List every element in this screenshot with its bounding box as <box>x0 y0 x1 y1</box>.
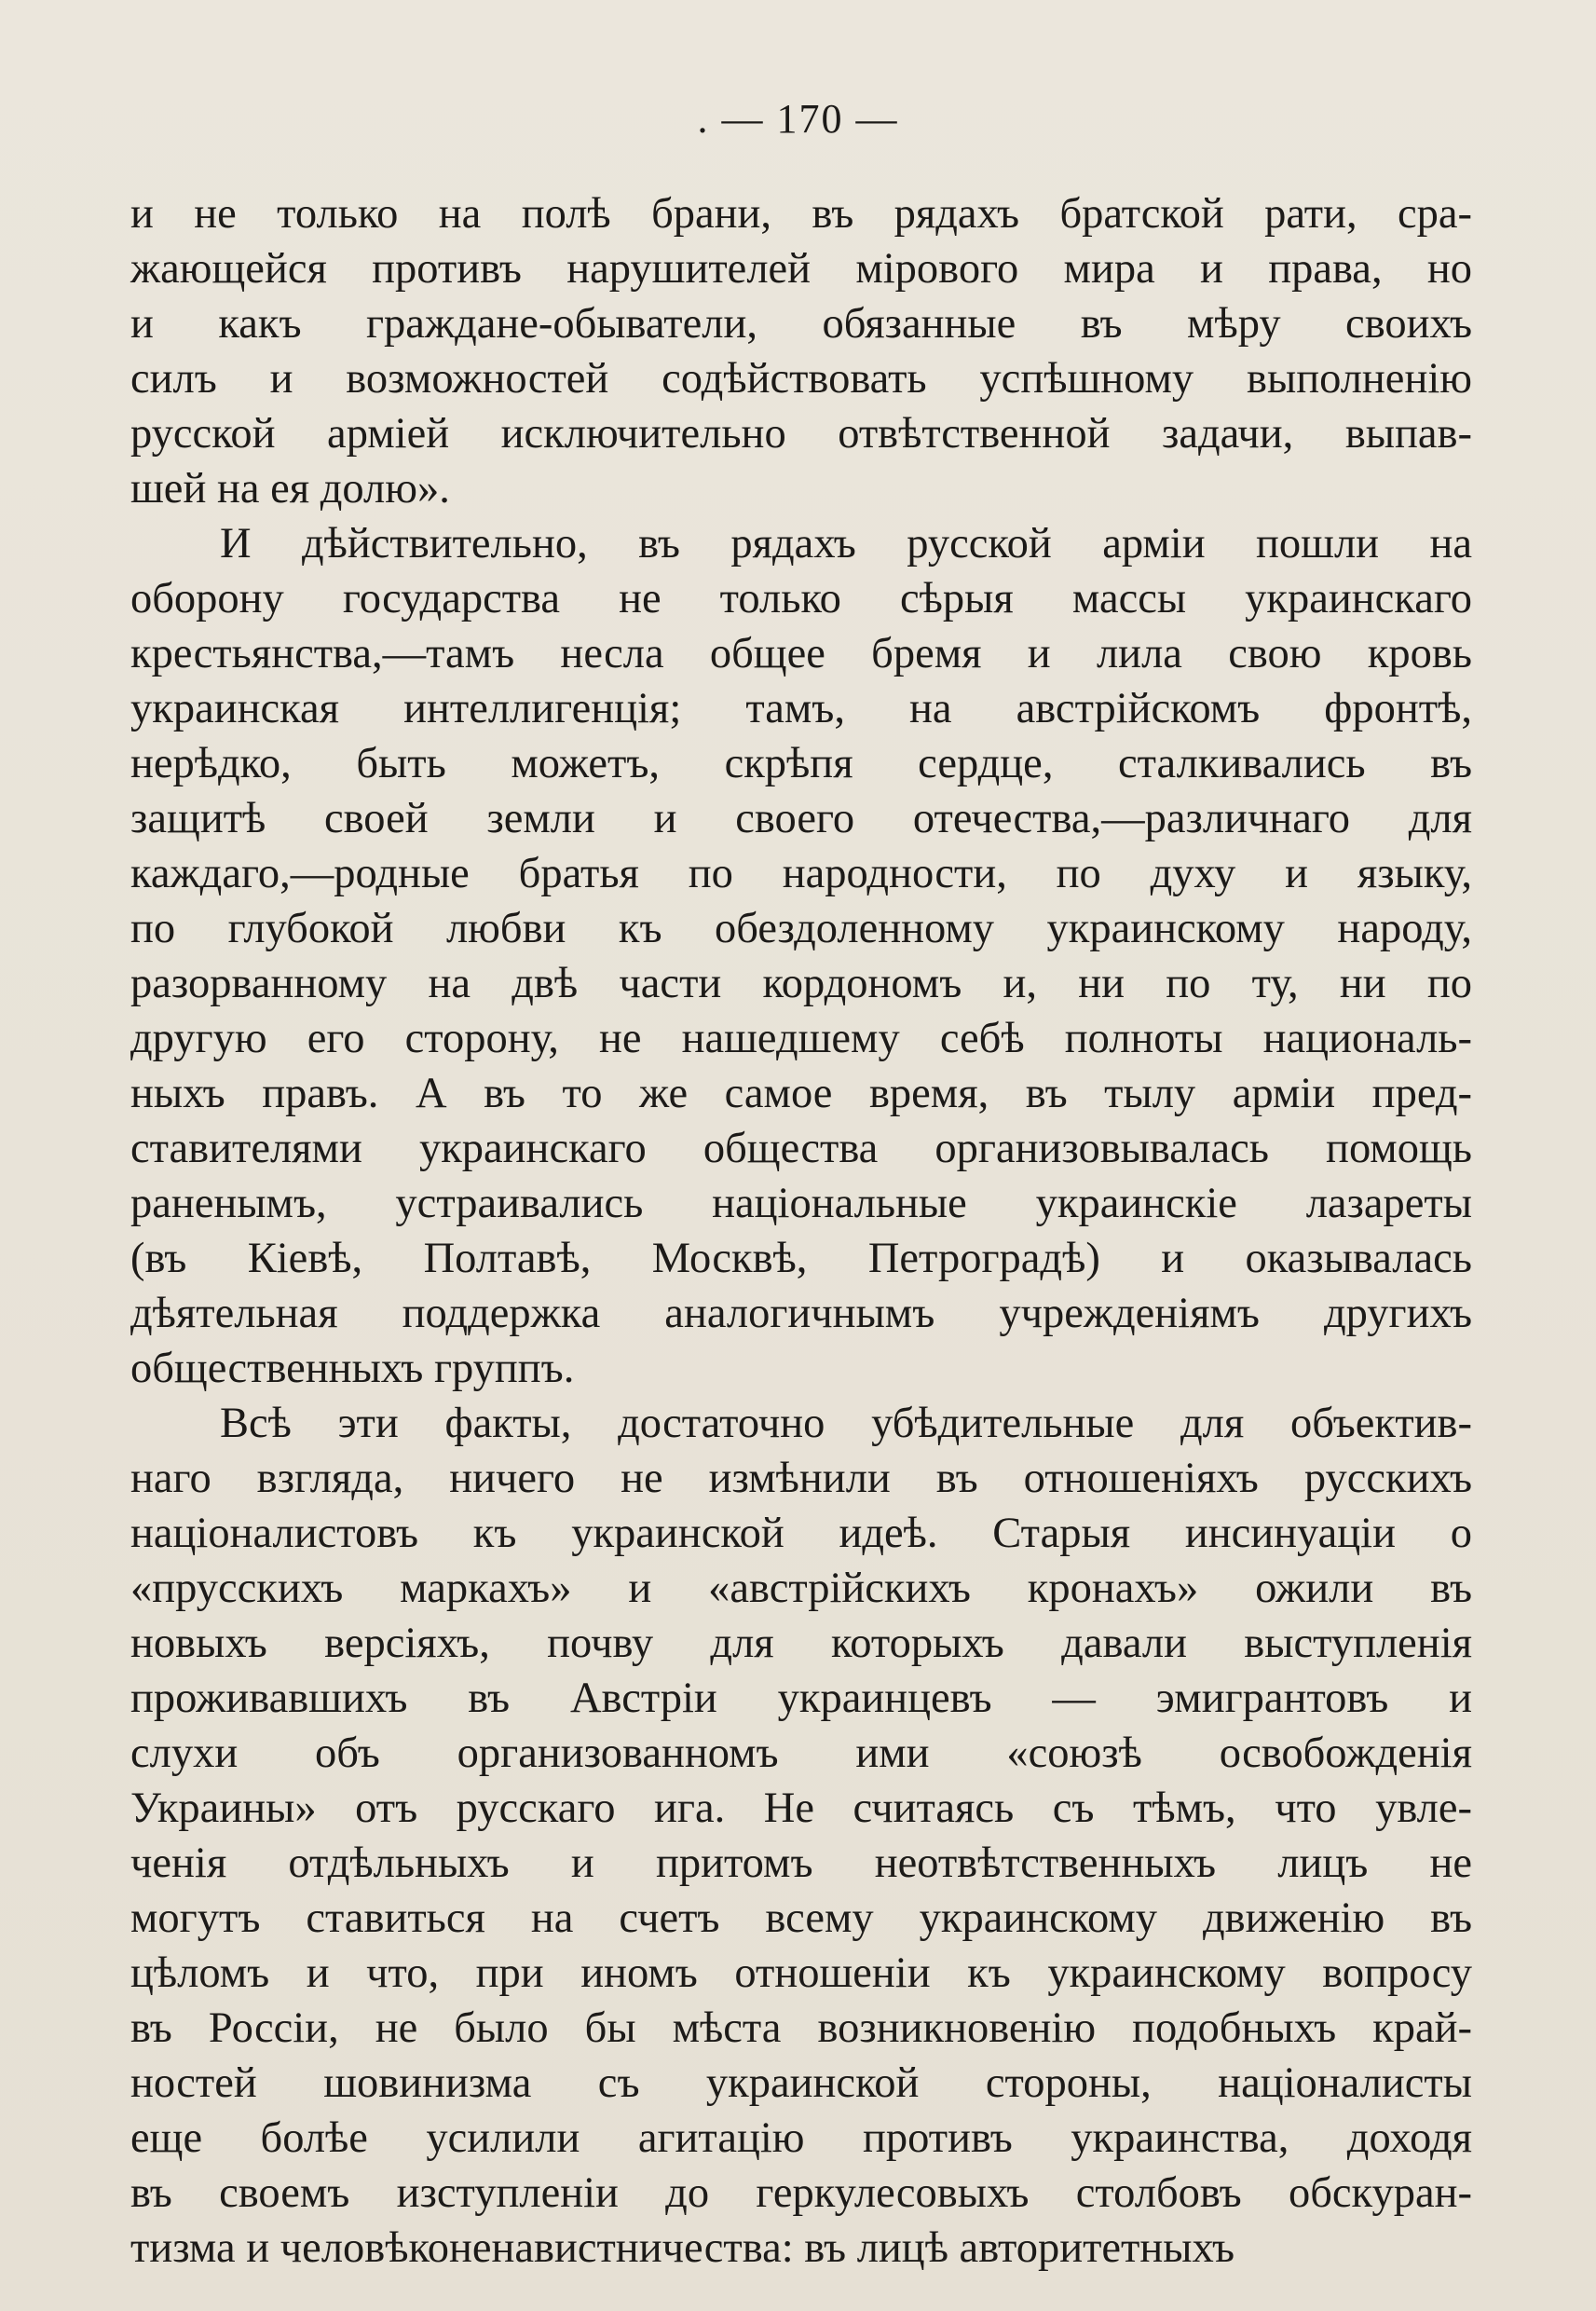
text-line: наго взгляда, ничего не измѣнили въ отношенiяхъ русскихъ <box>130 1455 1472 1502</box>
text-line: цѣломъ и что, при иномъ отношенiи къ украинскому вопросу <box>130 1949 1472 1997</box>
text-line: русской армiей исключительно отвѣтственной задачи, выпав- <box>130 410 1472 458</box>
text-line: защитѣ своей земли и своего отечества,—различнаго для <box>130 795 1472 842</box>
text-line: новыхъ версiяхъ, почву для которыхъ давали выступленiя <box>130 1620 1472 1667</box>
text-line: силъ и возможностей содѣйствовать успѣшному выполненiю <box>130 355 1472 403</box>
text-line: жающейся противъ нарушителей мiрового мира и права, но <box>130 245 1472 293</box>
text-line: слухи объ организованномъ ими «союзѣ освобожденiя <box>130 1730 1472 1777</box>
text-line: дѣятельная поддержка аналогичнымъ учрежденiямъ другихъ <box>130 1290 1472 1337</box>
text-line: шей на ея долю». <box>130 465 450 513</box>
text-line: и не только на полѣ брани, въ рядахъ братской рати, сра- <box>130 190 1472 238</box>
text-line: тизма и человѣконенавистничества: въ лицѣ авторитетныхъ <box>130 2224 1235 2272</box>
text-line: по глубокой любви къ обездоленному украинскому народу, <box>130 905 1472 952</box>
text-line: и какъ граждане-обыватели, обязанные въ мѣру своихъ <box>130 300 1472 348</box>
text-line: ченiя отдѣльныхъ и притомъ неотвѣтственныхъ лицъ не <box>130 1839 1472 1887</box>
text-line: въ своемъ изступленiи до геркулесовыхъ столбовъ обскуран- <box>130 2169 1472 2217</box>
text-line: ностей шовинизма съ украинской стороны, нацiоналисты <box>130 2059 1472 2107</box>
text-line: еще болѣе усилили агитацiю противъ украинства, доходя <box>130 2114 1472 2162</box>
page-number: . — 170 — <box>697 96 899 142</box>
paragraph <box>130 516 1472 1396</box>
paragraph <box>130 1396 1472 2276</box>
text-line: разорванному на двѣ части кордономъ и, ни по ту, ни по <box>130 960 1472 1007</box>
text-line: Украины» отъ русскаго ига. Не считаясь съ тѣмъ, что увле- <box>130 1785 1472 1832</box>
text-line: крестьянства,—тамъ несла общее бремя и лила свою кровь <box>130 630 1472 677</box>
text-line: каждаго,—родные братья по народности, по духу и языку, <box>130 850 1472 897</box>
paragraph <box>130 186 1472 516</box>
text-line: могутъ ставиться на счетъ всему украинскому движенiю въ <box>130 1894 1472 1942</box>
text-line: другую его сторону, не нашедшему себѣ полноты националь- <box>130 1015 1472 1062</box>
text-line: ныхъ правъ. А въ то же самое время, въ тылу армiи пред- <box>130 1070 1472 1117</box>
text-line: оборону государства не только сѣрыя массы украинскаго <box>130 575 1472 622</box>
text-line: въ Россiи, не было бы мѣста возникновенiю подобныхъ край- <box>130 2004 1472 2052</box>
text-line: «прусскихъ маркахъ» и «австрiйскихъ кронахъ» ожили въ <box>130 1565 1472 1612</box>
text-line: нацiоналистовъ къ украинской идеѣ. Старыя инсинуацiи о <box>130 1510 1472 1557</box>
text-line: раненымъ, устраивались нацiональные украинскiе лазареты <box>130 1180 1472 1227</box>
text-line: Всѣ эти факты, достаточно убѣдительные для объектив- <box>220 1400 1472 1447</box>
text-line: И дѣйствительно, въ рядахъ русской армiи пошли на <box>220 520 1472 567</box>
text-line: (въ Кiевѣ, Полтавѣ, Москвѣ, Петроградѣ) и оказывалась <box>130 1235 1472 1282</box>
text-line: нерѣдко, быть можетъ, скрѣпя сердце, сталкивались въ <box>130 740 1472 787</box>
text-line: ставителями украинскаго общества организовывалась помощь <box>130 1125 1472 1172</box>
text-line: украинская интеллигенцiя; тамъ, на австрiйскомъ фронтѣ, <box>130 685 1472 732</box>
body-text <box>130 186 1472 2276</box>
text-line: общественныхъ группъ. <box>130 1345 575 1392</box>
text-line: проживавшихъ въ Австрiи украинцевъ — эмигрантовъ и <box>130 1675 1472 1722</box>
